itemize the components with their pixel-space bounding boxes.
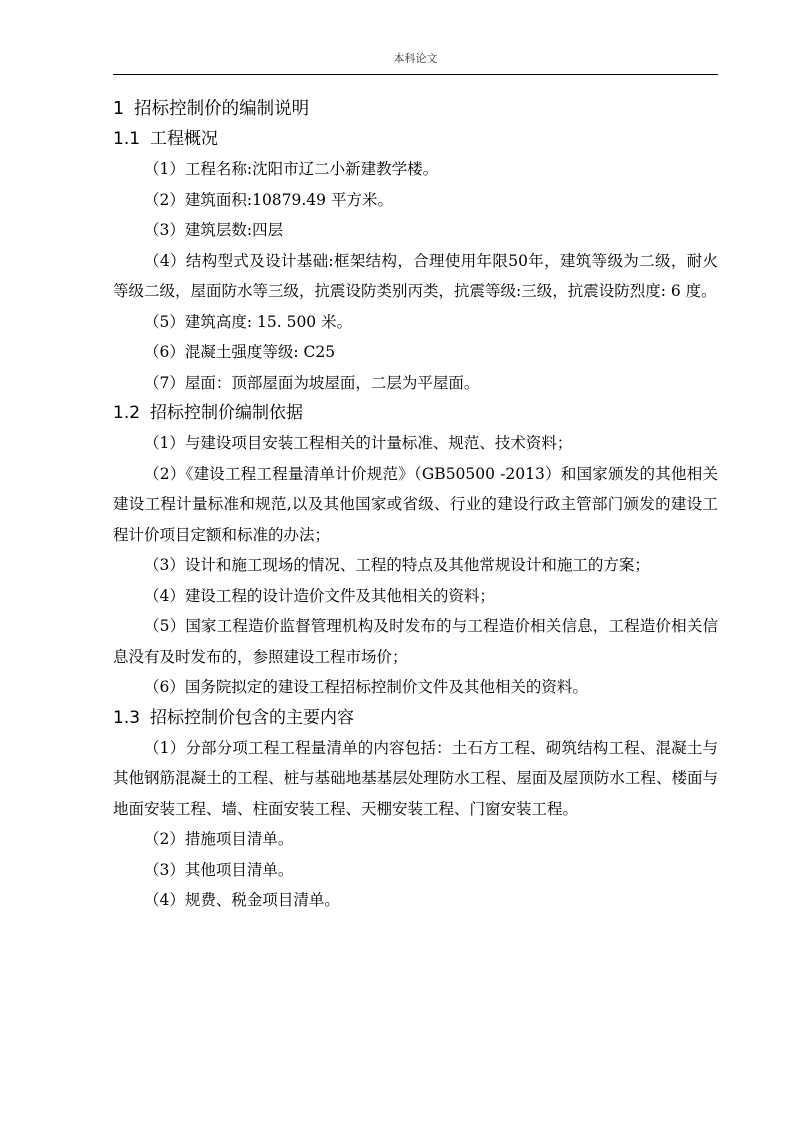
paragraph: （4）建设工程的设计造价文件及其他相关的资料；: [144, 586, 495, 605]
paragraph: （7）屋面：顶部屋面为坡屋面，二层为平屋面。: [144, 373, 480, 392]
section-number: 1.3: [113, 707, 141, 728]
paragraph: （1）分部分项工程工程量清单的内容包括：土石方工程、砌筑结构工程、混凝土与其他钢筋混凝土的工程、桩与基础地基基层处理防水工程、屋面及屋顶防水工程、楼面与地面安装工程、墙、柱面安装工程、天棚安装工程、门窗安装工程。: [113, 738, 718, 818]
chapter-title: 招标控制价的编制说明: [134, 99, 310, 119]
document-body: [113, 95, 718, 916]
header-title: 本科论文: [393, 52, 438, 65]
section-number: 1.1: [113, 129, 141, 149]
paragraph: （4）规费、税金项目清单。: [144, 891, 340, 909]
paragraph: （2）《建设工程工程量清单计价规范》（GB50500 -2013）和国家颁发的其他相关建设工程计量标准和规范,以及其他国家或省级、行业的建设行政主管部门颁发的建设工程计价项目定额和标准的办法；: [113, 464, 718, 544]
paragraph: （5）国家工程造价监督管理机构及时发布的与工程造价相关信息，工程造价相关信息没有及时发布的，参照建设工程市场价；: [113, 617, 718, 666]
page-header: [113, 50, 718, 75]
chapter-number: 1: [113, 99, 125, 119]
paragraph: （6）混凝土强度等级: C25: [144, 343, 336, 361]
paragraph: （2）措施项目清单。: [144, 830, 294, 848]
section-title: 招标控制价编制依据: [150, 403, 304, 423]
section-number: 1.2: [113, 403, 141, 423]
paragraph: （1）与建设项目安装工程相关的计量标准、规范、技术资料；: [144, 434, 573, 452]
paragraph: （4）结构型式及设计基础:框架结构，合理使用年限50年，建筑等级为二级，耐火等级二级，屋面防水等三级，抗震设防类别丙类，抗震等级:三级，抗震设防烈度: 6 度。: [113, 251, 718, 300]
paragraph: （5）建筑高度: 15. 500 米。: [144, 312, 353, 331]
section-title: 工程概况: [150, 129, 219, 149]
section-heading-1-2: [113, 398, 718, 428]
section-heading-1-1: [113, 124, 718, 154]
paragraph: （3）设计和施工现场的情况、工程的特点及其他常规设计和施工的方案；: [144, 556, 650, 574]
paragraph: （6）国务院拟定的建设工程招标控制价文件及其他相关的资料。: [144, 678, 588, 696]
section-heading-1-3: [113, 703, 718, 733]
chapter-heading: [113, 95, 718, 124]
paragraph: （2）建筑面积:10879.49 平方米。: [144, 190, 393, 209]
paragraph: （3）建筑层数:四层: [144, 221, 284, 239]
paragraph: （1）工程名称:沈阳市辽二小新建教学楼。: [144, 160, 439, 178]
section-title: 招标控制价包含的主要内容: [150, 707, 355, 728]
paragraph: （3）其他项目清单。: [144, 860, 294, 879]
